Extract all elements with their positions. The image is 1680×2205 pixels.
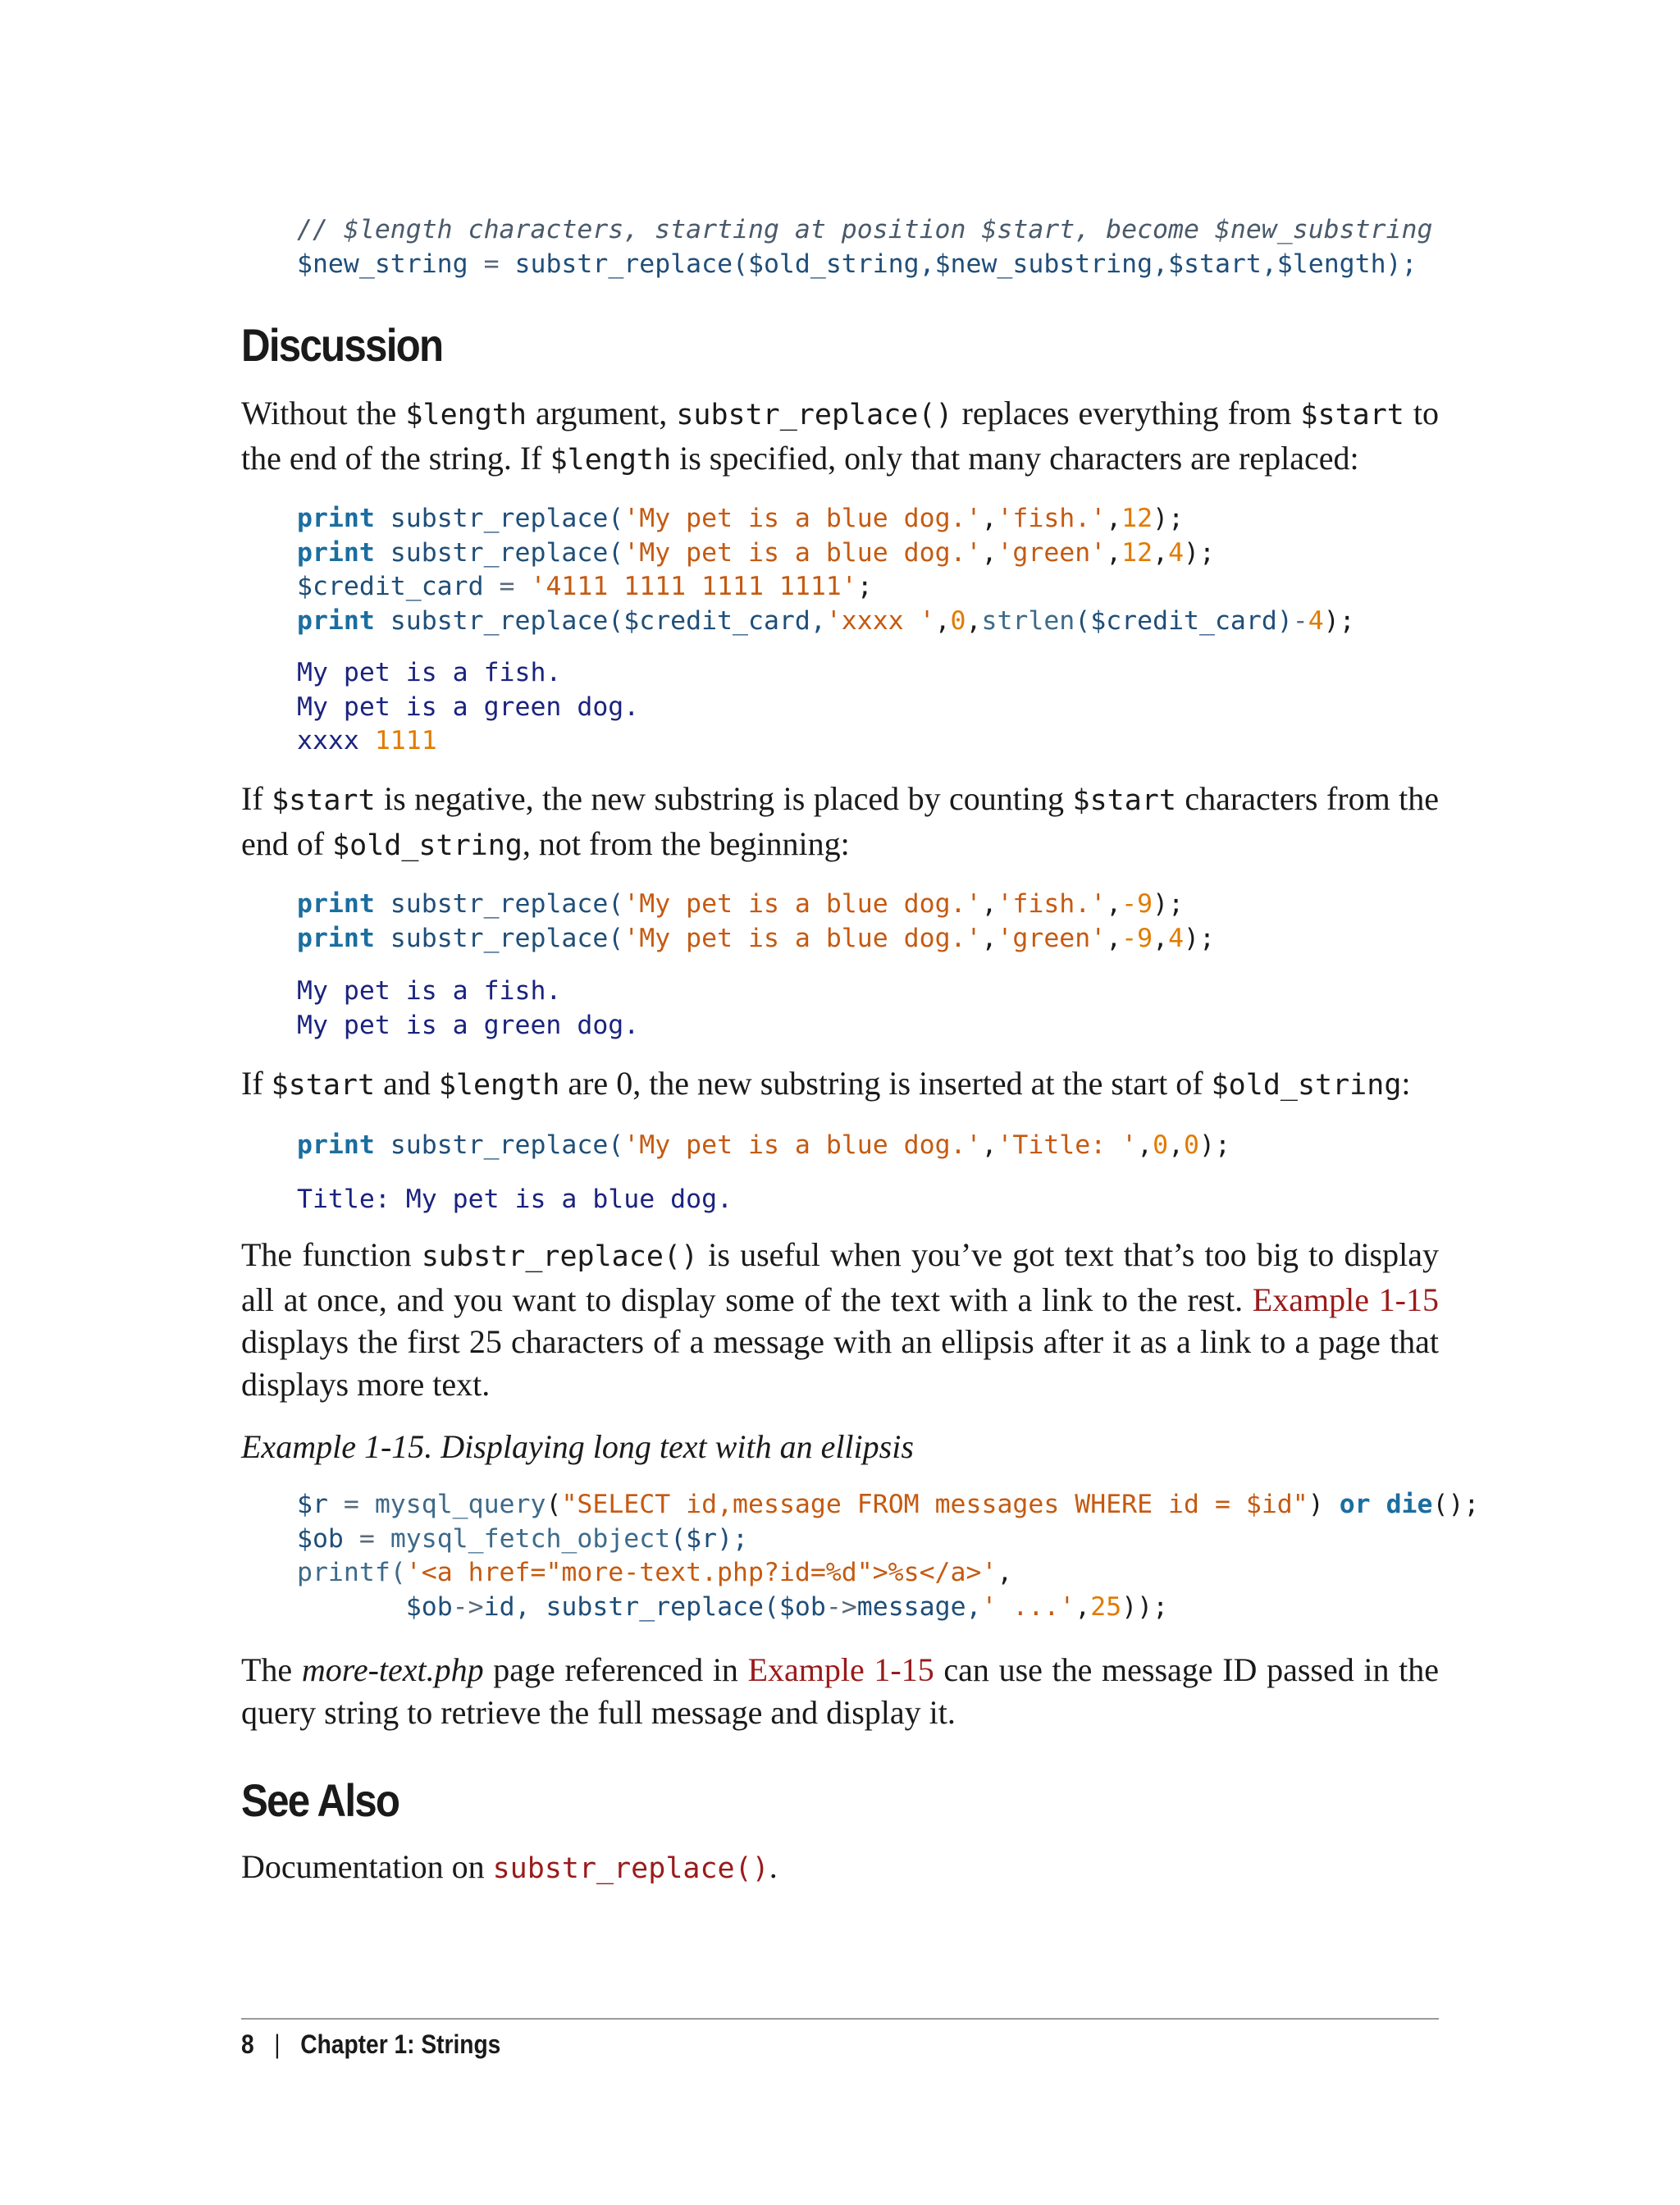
inline-code: $length: [550, 443, 672, 477]
paragraph-discussion-5: The more-text.php page referenced in Example 1-15 can use the message ID passed in the query string to retrieve the full message and display it.: [241, 1651, 1440, 1731]
inline-code: $start: [1300, 399, 1404, 431]
inline-code: $start: [271, 1069, 376, 1102]
heading-discussion: Discussion: [241, 319, 443, 371]
inline-code: substr_replace(): [421, 1240, 699, 1273]
inline-code: $old_string: [1211, 1069, 1402, 1102]
code-block-top: // $length characters, starting at position $start, become $new_substring $new_string = substr_replace($old_string,$new_substring,$start,$length);: [297, 215, 1433, 279]
inline-code: $length: [405, 399, 527, 431]
inline-code: $start: [1072, 784, 1176, 817]
example-link[interactable]: Example 1-15: [1252, 1281, 1439, 1318]
inline-code: $length: [438, 1069, 560, 1102]
example-link[interactable]: Example 1-15: [747, 1651, 934, 1688]
italic-filename: more-text.php: [301, 1651, 484, 1688]
inline-code: $start: [272, 784, 376, 817]
output-block-1: My pet is a fish. My pet is a green dog. xxxx 1111: [297, 658, 640, 756]
output-block-2: My pet is a fish. My pet is a green dog.: [297, 976, 640, 1040]
output-block-3: Title: My pet is a blue dog.: [297, 1185, 733, 1214]
example-code-block: $r = mysql_query("SELECT id,message FROM messages WHERE id = $id") or die(); $ob = mysql_fetch_object($r); printf('<a href="more-text.php?id=%d">%s</a>', $ob->id, substr_replace($ob->message,' ...',25));: [297, 1490, 1480, 1622]
paragraph-see-also: Documentation on substr_replace().: [241, 1848, 778, 1885]
paragraph-discussion-1: Without the $length argument, substr_replace() replaces everything from $start to the end of the string. If $length is specified, only that many characters are replaced:: [241, 395, 1439, 477]
inline-code: substr_replace(): [676, 399, 953, 431]
code-block-2: print substr_replace('My pet is a blue dog.','fish.',-9); print substr_replace('My pet is a blue dog.','green',-9,4);: [297, 889, 1215, 953]
inline-code: $old_string: [332, 829, 523, 862]
heading-see-also: See Also: [241, 1774, 399, 1826]
footer-separator: |: [274, 2029, 281, 2059]
code-block-3: print substr_replace('My pet is a blue dog.','Title: ',0,0);: [297, 1130, 1230, 1160]
page-footer: [241, 2029, 500, 2060]
paragraph-discussion-2: If $start is negative, the new substring is placed by counting $start characters from the end of $old_string, not from the beginning:: [241, 780, 1440, 862]
page-number: 8: [241, 2029, 254, 2059]
code-comment: // $length characters, starting at position $start, become $new_substring: [297, 215, 1433, 244]
code-call: substr_replace($old_string,$new_substring,$start,$length);: [514, 249, 1418, 279]
chapter-title: Chapter 1: Strings: [300, 2029, 501, 2059]
documentation-link[interactable]: substr_replace(): [492, 1852, 769, 1885]
footer-divider: [241, 2018, 1439, 2020]
example-caption: Example 1-15. Displaying long text with an ellipsis: [241, 1428, 914, 1465]
paragraph-discussion-4: The function substr_replace() is useful when you’ve got text that’s too big to display all at once, and you want to display some of the text with a link to the rest. Example 1-15 displays the first 25 characters of a message with an ellipsis after it as a link to a page that displays more text.: [241, 1236, 1439, 1403]
code-block-1: print substr_replace('My pet is a blue dog.','fish.',12); print substr_replace('My pet is a blue dog.','green',12,4); $credit_card = '4111 1111 1111 1111'; print substr_replace($credit_card,'xxxx ',0,strlen($credit_card)-4);: [297, 504, 1355, 636]
code-var: $new_string: [297, 249, 468, 279]
paragraph-discussion-3: If $start and $length are 0, the new substring is inserted at the start of $old_string:: [241, 1065, 1411, 1102]
